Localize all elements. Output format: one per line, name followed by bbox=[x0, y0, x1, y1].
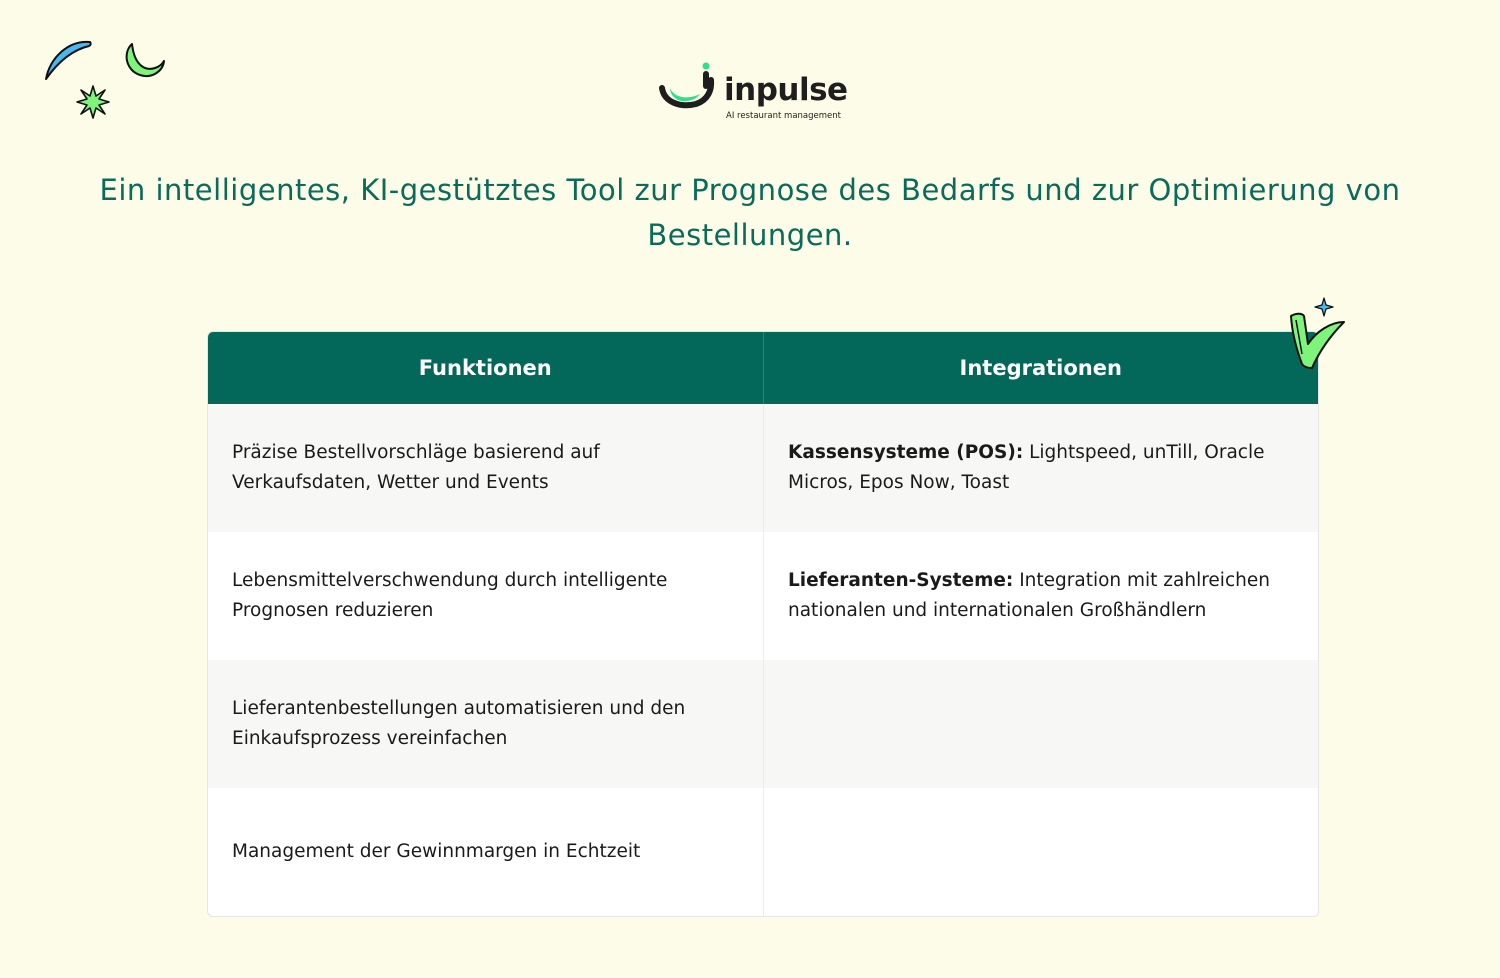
function-text: Management der Gewinnmargen in Echtzeit bbox=[232, 841, 641, 862]
features-table bbox=[207, 331, 1319, 917]
brand-name: inpulse bbox=[724, 72, 848, 108]
sparkle-icon bbox=[1314, 297, 1334, 317]
function-cell bbox=[208, 404, 763, 532]
integration-text: Lightspeed, unTill, Oracle Micros, Epos Now, Toast bbox=[788, 442, 1265, 493]
integration-text-wrap bbox=[788, 438, 1296, 498]
table-header bbox=[208, 332, 1318, 404]
table-row bbox=[208, 660, 1318, 788]
integration-label: Kassensysteme (POS): bbox=[788, 442, 1024, 463]
header-functions: Funktionen bbox=[418, 356, 552, 380]
function-cell bbox=[208, 660, 763, 788]
integration-label: Lieferanten-Systeme: bbox=[788, 570, 1014, 591]
integration-text: Integration mit zahlreichen nationalen und internationalen Großhändlern bbox=[788, 570, 1270, 621]
green-star-icon bbox=[76, 85, 110, 119]
function-text: Lebensmittelverschwendung durch intelligente Prognosen reduzieren bbox=[232, 570, 668, 621]
table-row bbox=[208, 532, 1318, 660]
integration-cell bbox=[763, 660, 1318, 788]
header-integrations: Integrationen bbox=[763, 332, 1319, 404]
integration-cell bbox=[763, 532, 1318, 660]
integration-cell bbox=[763, 788, 1318, 916]
blue-crescent-icon bbox=[42, 36, 98, 82]
integration-cell bbox=[763, 404, 1318, 532]
inpulse-logo-icon bbox=[656, 62, 718, 112]
green-crescent-icon bbox=[122, 40, 168, 80]
inpulse-logo bbox=[656, 62, 856, 128]
function-cell bbox=[208, 788, 763, 916]
function-text: Lieferantenbestellungen automatisieren und den Einkaufsprozess vereinfachen bbox=[232, 698, 686, 749]
function-cell bbox=[208, 532, 763, 660]
page-headline: Ein intelligentes, KI-gestütztes Tool zur Prognose des Bedarfs und zur Optimierung von Bestellungen. bbox=[99, 173, 1401, 252]
table-row bbox=[208, 788, 1318, 916]
brand-tagline: AI restaurant management bbox=[726, 111, 841, 121]
function-text: Präzise Bestellvorschläge basierend auf Verkaufsdaten, Wetter und Events bbox=[232, 442, 600, 493]
table-row bbox=[208, 404, 1318, 532]
integration-text-wrap bbox=[788, 566, 1296, 626]
